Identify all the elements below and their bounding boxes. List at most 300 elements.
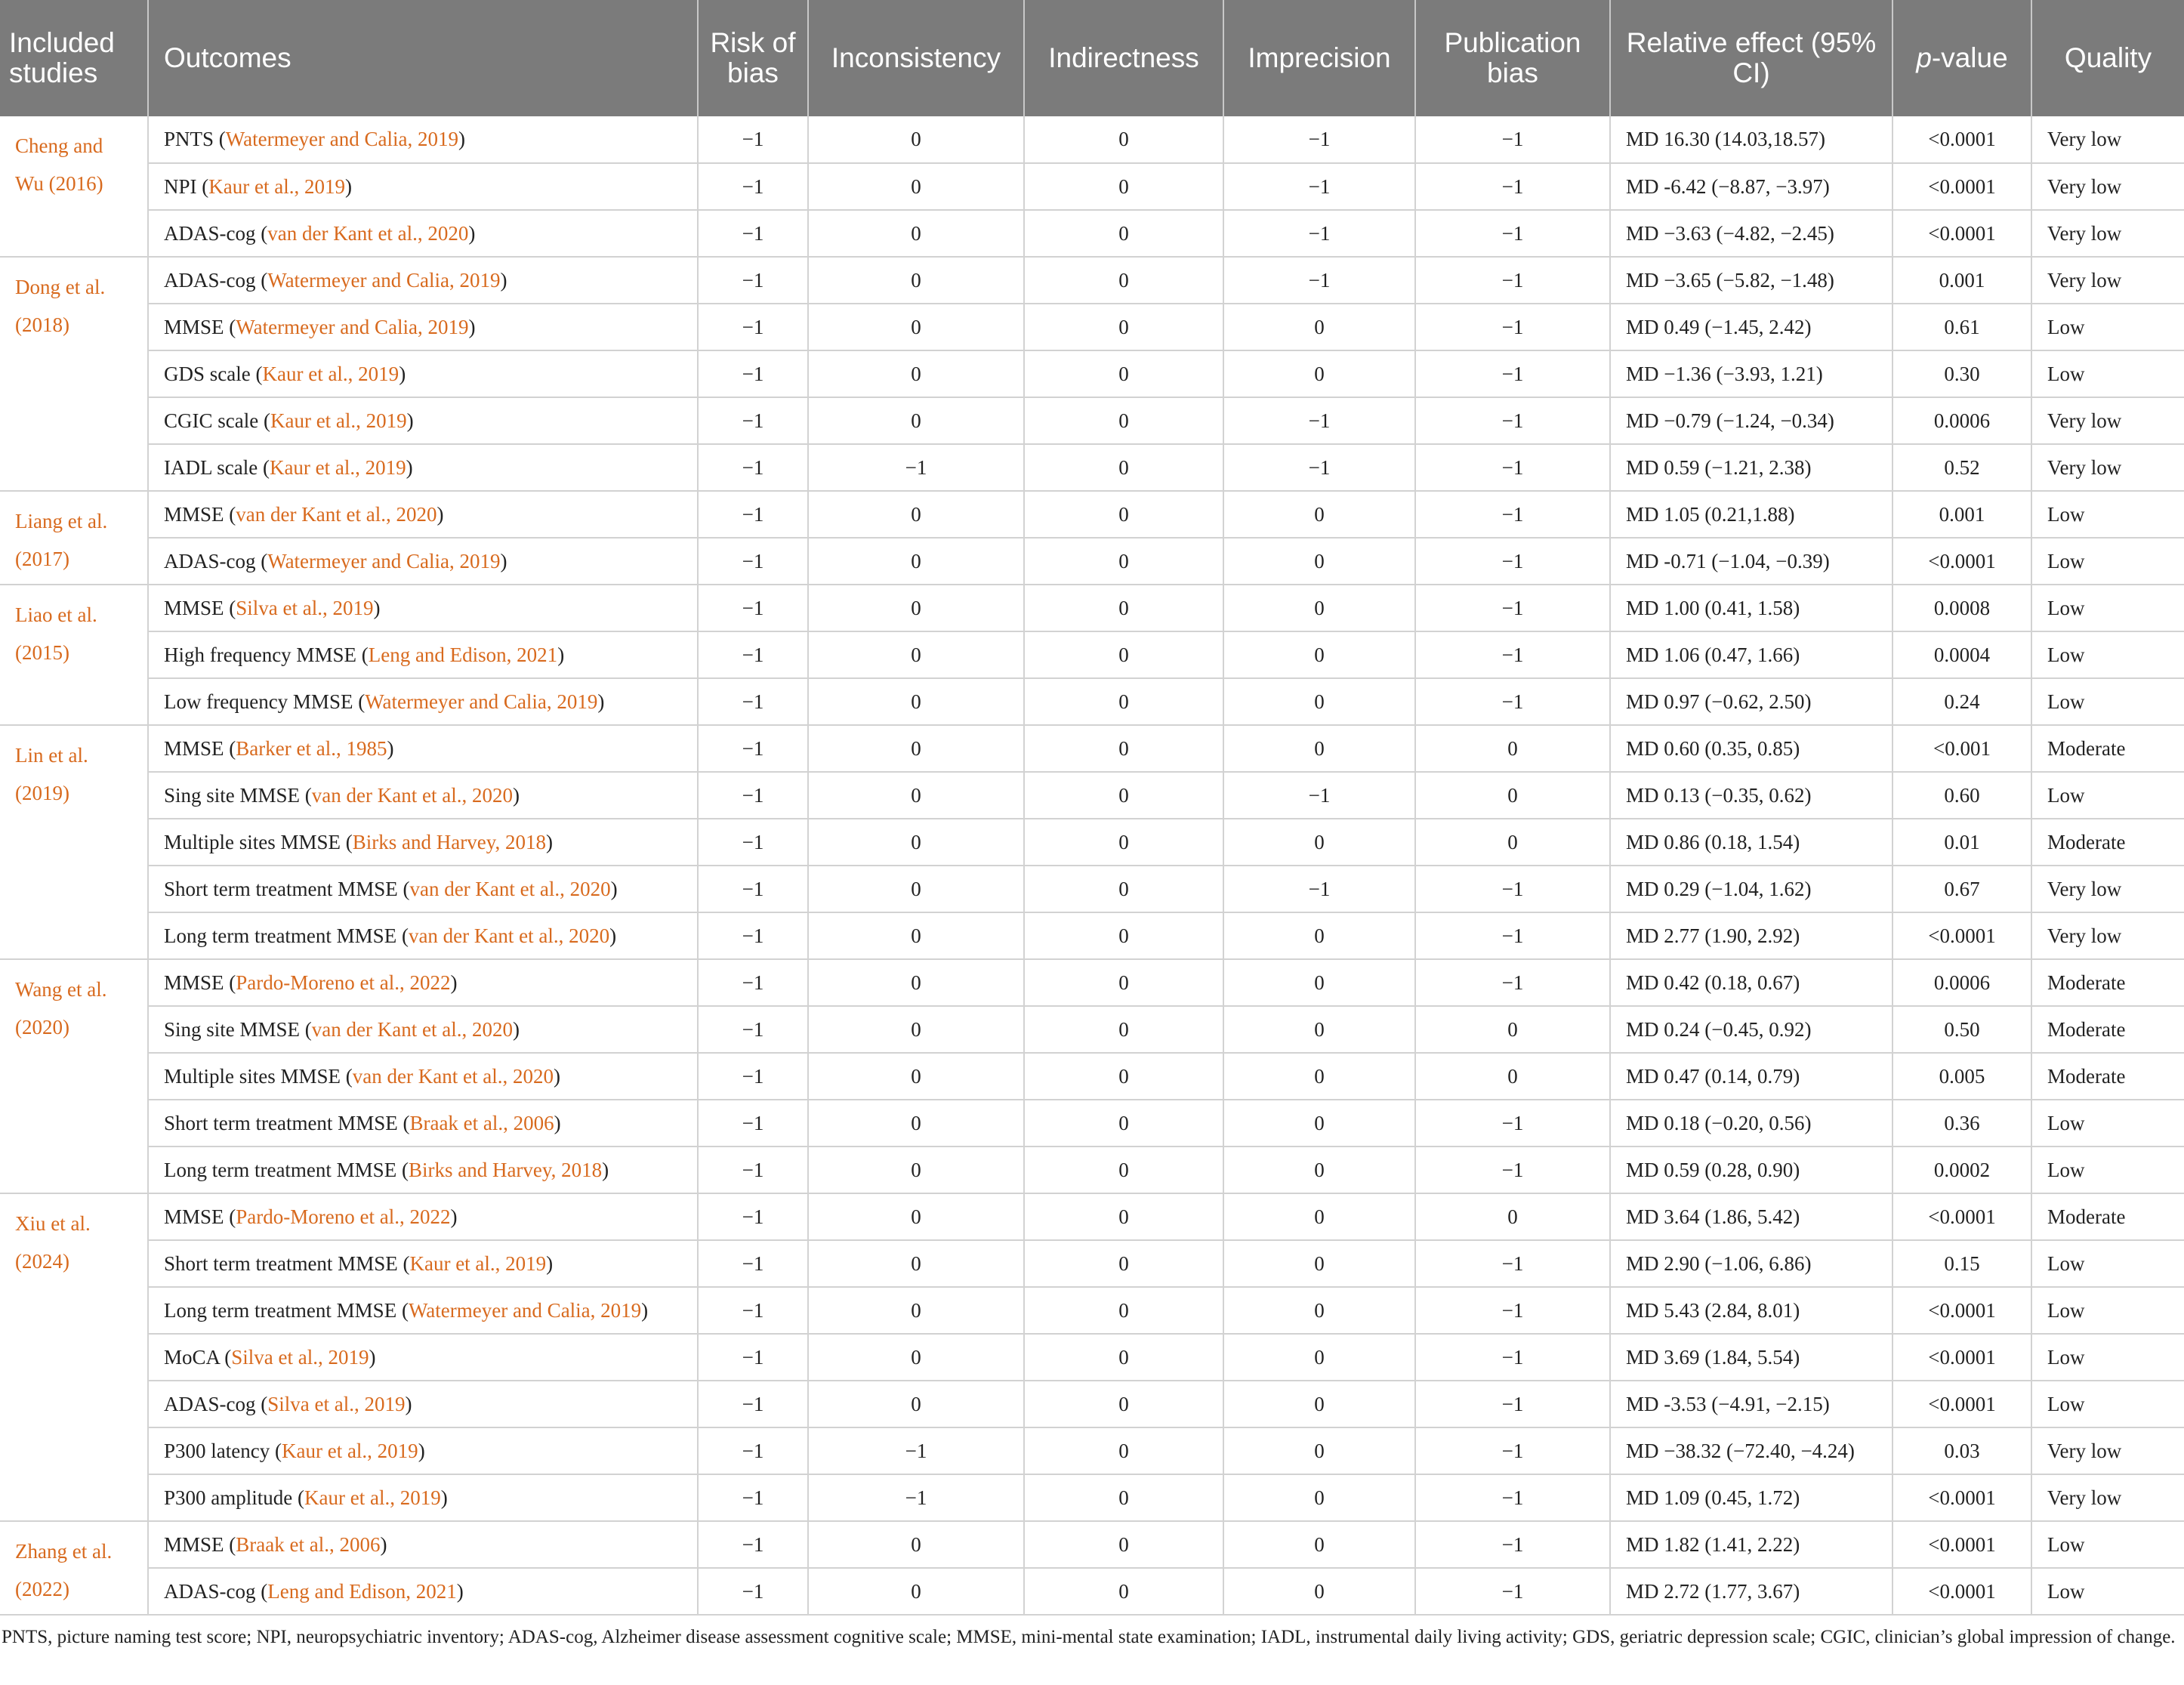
- publication-bias-cell: −1: [1415, 959, 1610, 1006]
- imprecision-cell: 0: [1223, 725, 1415, 772]
- outcome-cell: NPI (Kaur et al., 2019): [148, 163, 698, 210]
- quality-cell: Very low: [2031, 210, 2184, 257]
- citation-link[interactable]: Birks and Harvey, 2018: [408, 1158, 603, 1181]
- p-value-cell: <0.0001: [1892, 912, 2031, 959]
- risk-of-bias-cell: −1: [698, 1006, 808, 1053]
- citation-link[interactable]: Watermeyer and Calia, 2019: [408, 1298, 642, 1322]
- imprecision-cell: −1: [1223, 772, 1415, 819]
- outcome-cell: MMSE (Watermeyer and Calia, 2019): [148, 304, 698, 350]
- relative-effect-cell: MD 1.05 (0.21,1.88): [1610, 491, 1892, 538]
- outcome-cell: Short term treatment MMSE (Braak et al., 2006): [148, 1100, 698, 1146]
- citation-link[interactable]: Leng and Edison, 2021: [267, 1579, 457, 1603]
- citation-link[interactable]: Kaur et al., 2019: [269, 455, 406, 479]
- indirectness-cell: 0: [1024, 678, 1223, 725]
- citation-link[interactable]: Silva et al., 2019: [267, 1392, 406, 1415]
- imprecision-cell: 0: [1223, 1334, 1415, 1381]
- table-row: [0, 1427, 2184, 1474]
- outcome-cell: P300 amplitude (Kaur et al., 2019): [148, 1474, 698, 1521]
- outcome-cell: Multiple sites MMSE (Birks and Harvey, 2018): [148, 819, 698, 866]
- outcome-name: MMSE: [164, 1532, 224, 1556]
- p-value-cell: 0.001: [1892, 491, 2031, 538]
- table-row: [0, 959, 2184, 1006]
- imprecision-cell: −1: [1223, 210, 1415, 257]
- outcome-name: NPI: [164, 174, 197, 198]
- publication-bias-cell: −1: [1415, 210, 1610, 257]
- citation-link[interactable]: Kaur et al., 2019: [262, 362, 399, 385]
- risk-of-bias-cell: −1: [698, 1334, 808, 1381]
- p-value-cell: 0.001: [1892, 257, 2031, 304]
- p-value-cell: 0.61: [1892, 304, 2031, 350]
- quality-cell: Low: [2031, 1240, 2184, 1287]
- quality-cell: Low: [2031, 1334, 2184, 1381]
- quality-cell: Very low: [2031, 397, 2184, 444]
- indirectness-cell: 0: [1024, 444, 1223, 491]
- header-p-value-rest: -value: [1931, 42, 2008, 73]
- outcome-cell: Long term treatment MMSE (Watermeyer and Calia, 2019): [148, 1287, 698, 1334]
- outcome-cell: PNTS (Watermeyer and Calia, 2019): [148, 116, 698, 163]
- outcome-name: P300 latency: [164, 1439, 270, 1462]
- publication-bias-cell: −1: [1415, 1568, 1610, 1615]
- quality-cell: Moderate: [2031, 1006, 2184, 1053]
- relative-effect-cell: MD -0.71 (−1.04, −0.39): [1610, 538, 1892, 585]
- risk-of-bias-cell: −1: [698, 1427, 808, 1474]
- outcome-cell: ADAS-cog (Leng and Edison, 2021): [148, 1568, 698, 1615]
- quality-cell: Low: [2031, 631, 2184, 678]
- indirectness-cell: 0: [1024, 1146, 1223, 1193]
- header-risk-of-bias: Risk of bias: [698, 0, 808, 116]
- citation-link[interactable]: van der Kant et al., 2020: [408, 924, 610, 947]
- header-publication-bias: Publication bias: [1415, 0, 1610, 116]
- outcome-cell: MMSE (Barker et al., 1985): [148, 725, 698, 772]
- indirectness-cell: 0: [1024, 538, 1223, 585]
- citation-link[interactable]: Barker et al., 1985: [236, 736, 387, 760]
- table-row: [0, 1521, 2184, 1568]
- outcome-name: IADL scale: [164, 455, 258, 479]
- quality-cell: Very low: [2031, 1427, 2184, 1474]
- outcome-cell: GDS scale (Kaur et al., 2019): [148, 350, 698, 397]
- p-value-cell: <0.0001: [1892, 1193, 2031, 1240]
- relative-effect-cell: MD 0.86 (0.18, 1.54): [1610, 819, 1892, 866]
- table-row: [0, 819, 2184, 866]
- imprecision-cell: 0: [1223, 1100, 1415, 1146]
- p-value-cell: 0.50: [1892, 1006, 2031, 1053]
- imprecision-cell: 0: [1223, 1381, 1415, 1427]
- imprecision-cell: 0: [1223, 1006, 1415, 1053]
- study-cell[interactable]: Wang et al. (2020): [0, 959, 148, 1193]
- outcome-name: CGIC scale: [164, 409, 259, 432]
- outcome-name: Sing site MMSE: [164, 1017, 301, 1041]
- table-row: [0, 585, 2184, 631]
- relative-effect-cell: MD 2.77 (1.90, 2.92): [1610, 912, 1892, 959]
- imprecision-cell: −1: [1223, 866, 1415, 912]
- risk-of-bias-cell: −1: [698, 1521, 808, 1568]
- publication-bias-cell: −1: [1415, 116, 1610, 163]
- study-cell[interactable]: Lin et al. (2019): [0, 725, 148, 959]
- p-value-cell: <0.001: [1892, 725, 2031, 772]
- table-row: [0, 116, 2184, 163]
- relative-effect-cell: MD 16.30 (14.03,18.57): [1610, 116, 1892, 163]
- p-value-cell: 0.15: [1892, 1240, 2031, 1287]
- relative-effect-cell: MD 1.82 (1.41, 2.22): [1610, 1521, 1892, 1568]
- outcome-name: Short term treatment MMSE: [164, 1111, 398, 1134]
- publication-bias-cell: 0: [1415, 725, 1610, 772]
- indirectness-cell: 0: [1024, 210, 1223, 257]
- p-value-cell: 0.0008: [1892, 585, 2031, 631]
- table-row: [0, 1381, 2184, 1427]
- publication-bias-cell: −1: [1415, 257, 1610, 304]
- p-value-cell: <0.0001: [1892, 163, 2031, 210]
- outcome-name: Low frequency MMSE: [164, 690, 353, 713]
- citation-link[interactable]: Watermeyer and Calia, 2019: [267, 549, 501, 572]
- indirectness-cell: 0: [1024, 1287, 1223, 1334]
- relative-effect-cell: MD 1.09 (0.45, 1.72): [1610, 1474, 1892, 1521]
- citation-link[interactable]: van der Kant et al., 2020: [409, 877, 611, 900]
- imprecision-cell: 0: [1223, 304, 1415, 350]
- outcome-name: ADAS-cog: [164, 268, 256, 292]
- outcome-name: ADAS-cog: [164, 221, 256, 245]
- quality-cell: Very low: [2031, 1474, 2184, 1521]
- relative-effect-cell: MD 3.69 (1.84, 5.54): [1610, 1334, 1892, 1381]
- inconsistency-cell: 0: [808, 725, 1024, 772]
- imprecision-cell: 0: [1223, 1146, 1415, 1193]
- table-footnote: PNTS, picture naming test score; NPI, neuropsychiatric inventory; ADAS-cog, Alzheimer disease assessment cognitive scale; MMSE, mini-mental state examination; IADL, instrumental daily living activity; GDS, geriatric depression scale; CGIC, clinician’s global impression of change.: [2, 1627, 2176, 1647]
- relative-effect-cell: MD 1.00 (0.41, 1.58): [1610, 585, 1892, 631]
- outcome-name: Long term treatment MMSE: [164, 1298, 397, 1322]
- risk-of-bias-cell: −1: [698, 725, 808, 772]
- imprecision-cell: −1: [1223, 257, 1415, 304]
- outcome-name: MMSE: [164, 1205, 224, 1228]
- header-imprecision: Imprecision: [1223, 0, 1415, 116]
- risk-of-bias-cell: −1: [698, 163, 808, 210]
- p-value-cell: 0.67: [1892, 866, 2031, 912]
- table-row: [0, 772, 2184, 819]
- table-row: [0, 1334, 2184, 1381]
- citation-link[interactable]: Silva et al., 2019: [236, 596, 374, 619]
- outcome-cell: Short term treatment MMSE (van der Kant et al., 2020): [148, 866, 698, 912]
- inconsistency-cell: 0: [808, 491, 1024, 538]
- indirectness-cell: 0: [1024, 116, 1223, 163]
- indirectness-cell: 0: [1024, 1053, 1223, 1100]
- outcome-cell: Long term treatment MMSE (Birks and Harvey, 2018): [148, 1146, 698, 1193]
- quality-cell: Low: [2031, 585, 2184, 631]
- publication-bias-cell: 0: [1415, 1193, 1610, 1240]
- risk-of-bias-cell: −1: [698, 959, 808, 1006]
- inconsistency-cell: 0: [808, 397, 1024, 444]
- publication-bias-cell: −1: [1415, 1240, 1610, 1287]
- risk-of-bias-cell: −1: [698, 1474, 808, 1521]
- quality-cell: Low: [2031, 491, 2184, 538]
- citation-link[interactable]: Kaur et al., 2019: [304, 1486, 441, 1509]
- outcome-cell: Long term treatment MMSE (van der Kant et al., 2020): [148, 912, 698, 959]
- p-value-cell: <0.0001: [1892, 1381, 2031, 1427]
- indirectness-cell: 0: [1024, 772, 1223, 819]
- risk-of-bias-cell: −1: [698, 912, 808, 959]
- outcome-name: Sing site MMSE: [164, 783, 301, 807]
- outcome-cell: Sing site MMSE (van der Kant et al., 2020): [148, 1006, 698, 1053]
- quality-cell: Very low: [2031, 163, 2184, 210]
- indirectness-cell: 0: [1024, 1240, 1223, 1287]
- inconsistency-cell: 0: [808, 350, 1024, 397]
- table-row: [0, 397, 2184, 444]
- publication-bias-cell: −1: [1415, 163, 1610, 210]
- study-cell[interactable]: Liang et al. (2017): [0, 491, 148, 585]
- risk-of-bias-cell: −1: [698, 304, 808, 350]
- table-row: [0, 725, 2184, 772]
- inconsistency-cell: 0: [808, 1193, 1024, 1240]
- citation-link[interactable]: Leng and Edison, 2021: [368, 643, 558, 666]
- inconsistency-cell: −1: [808, 1427, 1024, 1474]
- outcome-name: MoCA: [164, 1345, 220, 1369]
- imprecision-cell: −1: [1223, 163, 1415, 210]
- publication-bias-cell: 0: [1415, 1006, 1610, 1053]
- table-row: [0, 1193, 2184, 1240]
- quality-cell: Low: [2031, 1287, 2184, 1334]
- header-outcomes: Outcomes: [148, 0, 698, 116]
- outcome-name: Short term treatment MMSE: [164, 1251, 398, 1275]
- indirectness-cell: 0: [1024, 1100, 1223, 1146]
- relative-effect-cell: MD 1.06 (0.47, 1.66): [1610, 631, 1892, 678]
- quality-cell: Low: [2031, 538, 2184, 585]
- study-cell[interactable]: Xiu et al. (2024): [0, 1193, 148, 1521]
- relative-effect-cell: MD −3.63 (−4.82, −2.45): [1610, 210, 1892, 257]
- indirectness-cell: 0: [1024, 1521, 1223, 1568]
- table-header: [0, 0, 2184, 116]
- imprecision-cell: 0: [1223, 1193, 1415, 1240]
- risk-of-bias-cell: −1: [698, 397, 808, 444]
- relative-effect-cell: MD 0.59 (−1.21, 2.38): [1610, 444, 1892, 491]
- risk-of-bias-cell: −1: [698, 585, 808, 631]
- p-value-cell: 0.60: [1892, 772, 2031, 819]
- p-value-cell: <0.0001: [1892, 1334, 2031, 1381]
- publication-bias-cell: −1: [1415, 1334, 1610, 1381]
- inconsistency-cell: 0: [808, 1381, 1024, 1427]
- publication-bias-cell: −1: [1415, 678, 1610, 725]
- outcome-cell: ADAS-cog (van der Kant et al., 2020): [148, 210, 698, 257]
- outcome-cell: Short term treatment MMSE (Kaur et al., 2019): [148, 1240, 698, 1287]
- citation-link[interactable]: van der Kant et al., 2020: [311, 783, 513, 807]
- indirectness-cell: 0: [1024, 163, 1223, 210]
- inconsistency-cell: 0: [808, 304, 1024, 350]
- publication-bias-cell: −1: [1415, 912, 1610, 959]
- header-p-value: [1892, 0, 2031, 116]
- citation-link[interactable]: van der Kant et al., 2020: [311, 1017, 513, 1041]
- citation-link[interactable]: Pardo-Moreno et al., 2022: [236, 971, 451, 994]
- risk-of-bias-cell: −1: [698, 491, 808, 538]
- imprecision-cell: −1: [1223, 116, 1415, 163]
- p-value-cell: 0.03: [1892, 1427, 2031, 1474]
- citation-link[interactable]: Silva et al., 2019: [231, 1345, 369, 1369]
- indirectness-cell: 0: [1024, 912, 1223, 959]
- outcome-name: MMSE: [164, 315, 224, 338]
- outcome-cell: MMSE (Braak et al., 2006): [148, 1521, 698, 1568]
- relative-effect-cell: MD -3.53 (−4.91, −2.15): [1610, 1381, 1892, 1427]
- indirectness-cell: 0: [1024, 257, 1223, 304]
- inconsistency-cell: 0: [808, 819, 1024, 866]
- publication-bias-cell: −1: [1415, 866, 1610, 912]
- publication-bias-cell: −1: [1415, 1287, 1610, 1334]
- risk-of-bias-cell: −1: [698, 1240, 808, 1287]
- table-body: [0, 116, 2184, 1615]
- p-value-cell: 0.0002: [1892, 1146, 2031, 1193]
- imprecision-cell: 0: [1223, 1427, 1415, 1474]
- inconsistency-cell: 0: [808, 866, 1024, 912]
- table-row: [0, 912, 2184, 959]
- table-row: [0, 631, 2184, 678]
- table-row: [0, 257, 2184, 304]
- table-row: [0, 1287, 2184, 1334]
- quality-cell: Moderate: [2031, 725, 2184, 772]
- relative-effect-cell: MD 2.72 (1.77, 3.67): [1610, 1568, 1892, 1615]
- relative-effect-cell: MD 0.59 (0.28, 0.90): [1610, 1146, 1892, 1193]
- table-row: [0, 350, 2184, 397]
- p-value-cell: <0.0001: [1892, 1474, 2031, 1521]
- indirectness-cell: 0: [1024, 1568, 1223, 1615]
- outcome-cell: ADAS-cog (Watermeyer and Calia, 2019): [148, 538, 698, 585]
- outcome-name: Long term treatment MMSE: [164, 1158, 397, 1181]
- outcome-cell: IADL scale (Kaur et al., 2019): [148, 444, 698, 491]
- outcome-cell: High frequency MMSE (Leng and Edison, 2021): [148, 631, 698, 678]
- imprecision-cell: 0: [1223, 1521, 1415, 1568]
- outcome-name: MMSE: [164, 971, 224, 994]
- citation-link[interactable]: Braak et al., 2006: [236, 1532, 381, 1556]
- inconsistency-cell: 0: [808, 1146, 1024, 1193]
- publication-bias-cell: 0: [1415, 772, 1610, 819]
- citation-link[interactable]: van der Kant et al., 2020: [267, 221, 469, 245]
- p-value-cell: 0.0004: [1892, 631, 2031, 678]
- study-cell[interactable]: Cheng and Wu (2016): [0, 116, 148, 257]
- citation-link[interactable]: Braak et al., 2006: [409, 1111, 554, 1134]
- publication-bias-cell: −1: [1415, 397, 1610, 444]
- imprecision-cell: 0: [1223, 678, 1415, 725]
- table-row: [0, 1006, 2184, 1053]
- inconsistency-cell: 0: [808, 1100, 1024, 1146]
- outcome-cell: MMSE (van der Kant et al., 2020): [148, 491, 698, 538]
- study-cell[interactable]: Zhang et al. (2022): [0, 1521, 148, 1615]
- publication-bias-cell: −1: [1415, 1381, 1610, 1427]
- imprecision-cell: 0: [1223, 350, 1415, 397]
- risk-of-bias-cell: −1: [698, 1146, 808, 1193]
- publication-bias-cell: −1: [1415, 585, 1610, 631]
- header-included-studies: Included studies: [0, 0, 148, 116]
- p-value-cell: 0.36: [1892, 1100, 2031, 1146]
- citation-link[interactable]: Watermeyer and Calia, 2019: [365, 690, 598, 713]
- quality-cell: Very low: [2031, 866, 2184, 912]
- quality-cell: Very low: [2031, 912, 2184, 959]
- inconsistency-cell: 0: [808, 772, 1024, 819]
- p-value-cell: <0.0001: [1892, 538, 2031, 585]
- outcome-cell: MMSE (Pardo-Moreno et al., 2022): [148, 959, 698, 1006]
- study-cell[interactable]: Dong et al. (2018): [0, 257, 148, 491]
- risk-of-bias-cell: −1: [698, 1287, 808, 1334]
- citation-link[interactable]: Pardo-Moreno et al., 2022: [236, 1205, 451, 1228]
- indirectness-cell: 0: [1024, 725, 1223, 772]
- citation-link[interactable]: van der Kant et al., 2020: [352, 1064, 554, 1088]
- relative-effect-cell: MD −1.36 (−3.93, 1.21): [1610, 350, 1892, 397]
- publication-bias-cell: −1: [1415, 631, 1610, 678]
- table-row: [0, 1146, 2184, 1193]
- table-row: [0, 1474, 2184, 1521]
- relative-effect-cell: MD 0.42 (0.18, 0.67): [1610, 959, 1892, 1006]
- p-value-cell: <0.0001: [1892, 116, 2031, 163]
- relative-effect-cell: MD 5.43 (2.84, 8.01): [1610, 1287, 1892, 1334]
- indirectness-cell: 0: [1024, 819, 1223, 866]
- header-quality: Quality: [2031, 0, 2184, 116]
- relative-effect-cell: MD −38.32 (−72.40, −4.24): [1610, 1427, 1892, 1474]
- table-row: [0, 210, 2184, 257]
- citation-link[interactable]: Kaur et al., 2019: [281, 1439, 418, 1462]
- relative-effect-cell: MD 0.49 (−1.45, 2.42): [1610, 304, 1892, 350]
- publication-bias-cell: −1: [1415, 444, 1610, 491]
- indirectness-cell: 0: [1024, 397, 1223, 444]
- outcome-name: PNTS: [164, 128, 214, 150]
- inconsistency-cell: 0: [808, 1287, 1024, 1334]
- imprecision-cell: 0: [1223, 1474, 1415, 1521]
- risk-of-bias-cell: −1: [698, 1568, 808, 1615]
- risk-of-bias-cell: −1: [698, 538, 808, 585]
- quality-cell: Very low: [2031, 257, 2184, 304]
- publication-bias-cell: −1: [1415, 304, 1610, 350]
- outcome-name: Short term treatment MMSE: [164, 877, 398, 900]
- citation-link[interactable]: van der Kant et al., 2020: [236, 502, 437, 526]
- outcome-cell: CGIC scale (Kaur et al., 2019): [148, 397, 698, 444]
- table-row: [0, 866, 2184, 912]
- indirectness-cell: 0: [1024, 585, 1223, 631]
- quality-cell: Low: [2031, 304, 2184, 350]
- imprecision-cell: −1: [1223, 444, 1415, 491]
- quality-cell: Very low: [2031, 444, 2184, 491]
- publication-bias-cell: −1: [1415, 1146, 1610, 1193]
- quality-cell: Low: [2031, 772, 2184, 819]
- outcome-cell: ADAS-cog (Watermeyer and Calia, 2019): [148, 257, 698, 304]
- citation-link[interactable]: Kaur et al., 2019: [409, 1251, 547, 1275]
- citation-link[interactable]: Kaur et al., 2019: [208, 174, 345, 198]
- citation-link[interactable]: Birks and Harvey, 2018: [352, 830, 546, 853]
- quality-cell: Moderate: [2031, 1053, 2184, 1100]
- indirectness-cell: 0: [1024, 304, 1223, 350]
- imprecision-cell: 0: [1223, 631, 1415, 678]
- outcome-cell: Sing site MMSE (van der Kant et al., 2020): [148, 772, 698, 819]
- study-cell[interactable]: Liao et al. (2015): [0, 585, 148, 725]
- header-relative-effect: Relative effect (95% CI): [1610, 0, 1892, 116]
- citation-link[interactable]: Kaur et al., 2019: [270, 409, 407, 432]
- imprecision-cell: 0: [1223, 1053, 1415, 1100]
- relative-effect-cell: MD 0.97 (−0.62, 2.50): [1610, 678, 1892, 725]
- inconsistency-cell: 0: [808, 163, 1024, 210]
- indirectness-cell: 0: [1024, 1334, 1223, 1381]
- imprecision-cell: 0: [1223, 819, 1415, 866]
- p-value-cell: <0.0001: [1892, 1287, 2031, 1334]
- table-row: [0, 163, 2184, 210]
- p-value-cell: 0.24: [1892, 678, 2031, 725]
- quality-cell: Moderate: [2031, 959, 2184, 1006]
- inconsistency-cell: 0: [808, 1006, 1024, 1053]
- risk-of-bias-cell: −1: [698, 631, 808, 678]
- outcome-name: High frequency MMSE: [164, 643, 356, 666]
- citation-link[interactable]: Watermeyer and Calia, 2019: [236, 315, 469, 338]
- citation-link[interactable]: Watermeyer and Calia, 2019: [267, 268, 501, 292]
- publication-bias-cell: −1: [1415, 538, 1610, 585]
- citation-link[interactable]: Watermeyer and Calia, 2019: [225, 128, 458, 150]
- risk-of-bias-cell: −1: [698, 116, 808, 163]
- table-row: [0, 538, 2184, 585]
- table-row: [0, 444, 2184, 491]
- relative-effect-cell: MD 0.24 (−0.45, 0.92): [1610, 1006, 1892, 1053]
- outcome-cell: MoCA (Silva et al., 2019): [148, 1334, 698, 1381]
- relative-effect-cell: MD 0.29 (−1.04, 1.62): [1610, 866, 1892, 912]
- inconsistency-cell: 0: [808, 257, 1024, 304]
- header-p-value-italic: p: [1916, 42, 1932, 73]
- relative-effect-cell: MD 2.90 (−1.06, 6.86): [1610, 1240, 1892, 1287]
